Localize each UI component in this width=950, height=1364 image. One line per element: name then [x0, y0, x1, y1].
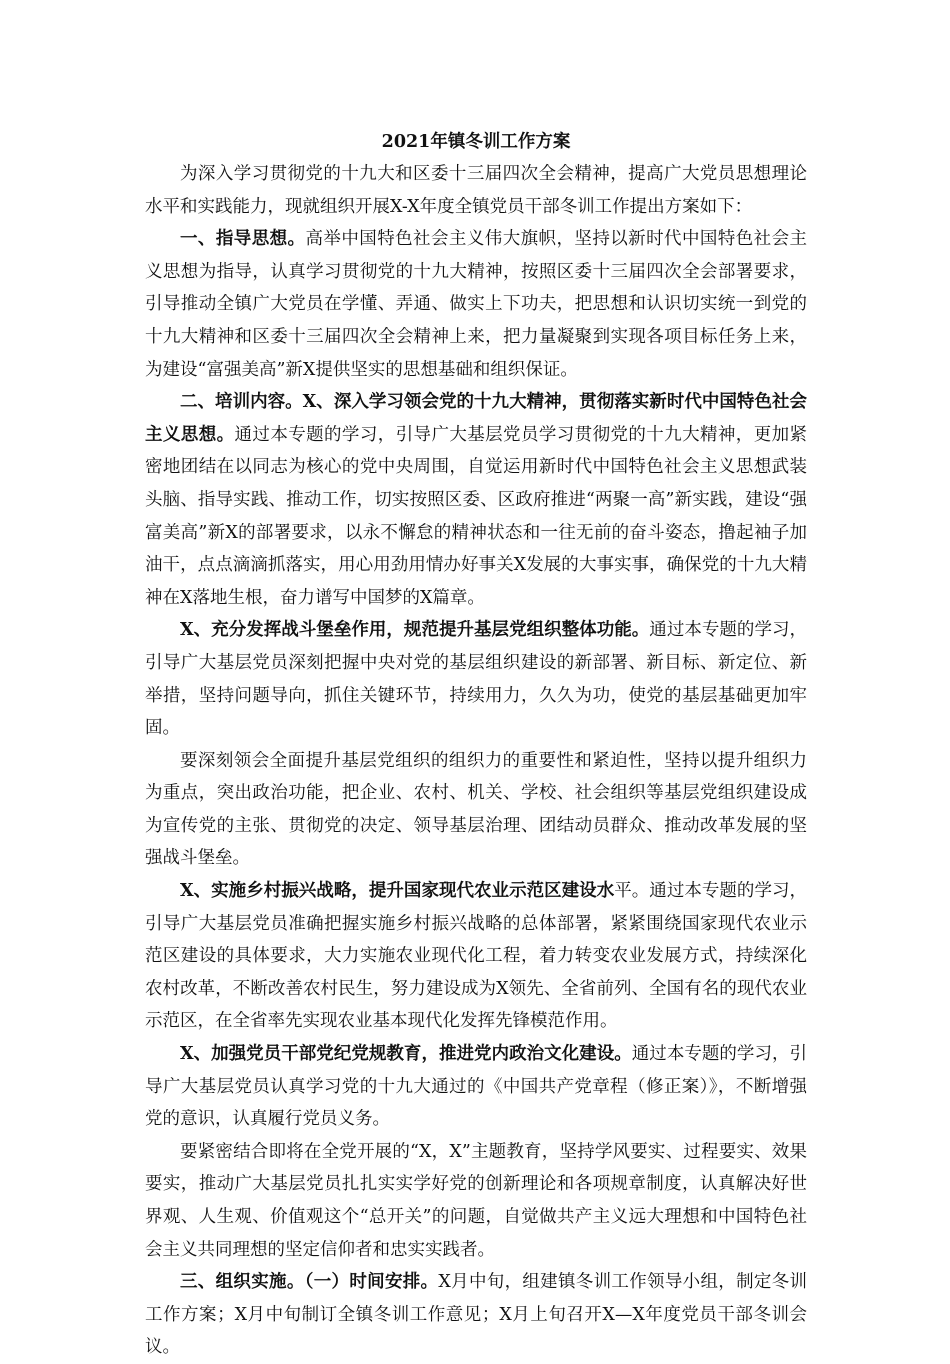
section-heading: 一、指导思想。 [180, 229, 306, 250]
section-guiding-thought [145, 223, 807, 386]
section-rural-revitalization [145, 875, 807, 1038]
section-training-content [145, 386, 807, 614]
paragraph-organization-power: 要深刻领会全面提升基层党组织的组织力的重要性和紧迫性，坚持以提升组织力为重点，突出政治功能，把企业、农村、机关、学校、社会组织等基层党组织建设成为宣传党的主张、贯彻党的决定、领导基层治理、团结动员群众、推动改革发展的坚强战斗堡垒。 [145, 750, 807, 869]
section-organization-implementation [145, 1266, 807, 1364]
paragraph-theme-education: 要紧密结合即将在全党开展的“X，X”主题教育，坚持学风要实、过程要实、效果要实，推动广大基层党员扎扎实实学好党的创新理论和各项规章制度，认真解决好世界观、人生观、价值观这个“总开关”的问题，自觉做共产主义远大理想和中国特色社会主义共同理想的坚定信仰者和忠实实践者。 [145, 1141, 807, 1260]
section-heading: 三、组织实施。（一）时间安排。 [180, 1272, 439, 1293]
section-body: 高举中国特色社会主义伟大旗帜，坚持以新时代中国特色社会主义思想为指导，认真学习贯彻党的十九大精神，按照区委十三届四次全会部署要求，引导推动全镇广大党员在学懂、弄通、做实上下功夫，把思想和认识切实统一到党的十九大精神和区委十三届四次全会精神上来，把力量凝聚到实现各项目标任务上来，为建设“富强美高”新X提供坚实的思想基础和组织保证。 [145, 229, 808, 380]
section-body: 平。通过本专题的学习，引导广大基层党员准确把握实施乡村振兴战略的总体部署，紧紧围绕国家现代农业示范区建设的具体要求，大力实施农业现代化工程，着力转变农业发展方式，持续深化农村改革，不断改善农村民生，努力建设成为X领先、全省前列、全国有名的现代农业示范区，在全省率先实现农业基本现代化发挥先锋模范作用。 [145, 881, 808, 1032]
section-heading: 二、培训内容。X、深入学习领会党的十九大精神，贯彻落实新时代中国特色社会主义思想。 [145, 392, 807, 445]
section-heading: X、充分发挥战斗堡垒作用，规范提升基层党组织整体功能。 [180, 620, 650, 641]
section-fortress-role [145, 614, 807, 744]
section-party-discipline [145, 1038, 807, 1136]
document-title: 2021年镇冬训工作方案 [381, 132, 571, 152]
document-page [145, 126, 807, 1364]
section-body: X月中旬，组建镇冬训工作领导小组，制定冬训工作方案；X月中旬制订全镇冬训工作意见；X月上旬召开X—X年度党员干部冬训会议。 [145, 1272, 807, 1358]
section-body: 通过本专题的学习，引导广大基层党员深刻把握中央对党的基层组织建设的新部署、新目标、新定位、新举措，坚持问题导向，抓住关键环节，持续用力，久久为功，使党的基层基础更加牢固。 [145, 620, 808, 739]
section-body: 通过本专题的学习，引导广大基层党员学习贯彻党的十九大精神，更加紧密地团结在以同志为核心的党中央周围，自觉运用新时代中国特色社会主义思想武装头脑、指导实践、推动工作，切实按照区委、区政府推进“两聚一高”新实践，建设“强富美高”新X的部署要求，以永不懈怠的精神状态和一往无前的奋斗姿态，撸起袖子加油干，点点滴滴抓落实，用心用劲用情办好事关X发展的大事实事，确保党的十九大精神在X落地生根，奋力谱写中国梦的X篇章。 [145, 424, 807, 608]
section-heading: X、实施乡村振兴战略，提升国家现代农业示范区建设水 [180, 881, 615, 902]
section-heading: X、加强党员干部党纪党规教育，推进党内政治文化建设。 [180, 1044, 632, 1065]
section-body: 通过本专题的学习，引导广大基层党员认真学习党的十九大通过的《中国共产党章程（修正案）》，不断增强党的意识，认真履行党员义务。 [145, 1044, 808, 1130]
intro-paragraph: 为深入学习贯彻党的十九大和区委十三届四次全会精神，提高广大党员思想理论水平和实践能力，现就组织开展X-X年度全镇党员干部冬训工作提出方案如下： [145, 164, 807, 217]
